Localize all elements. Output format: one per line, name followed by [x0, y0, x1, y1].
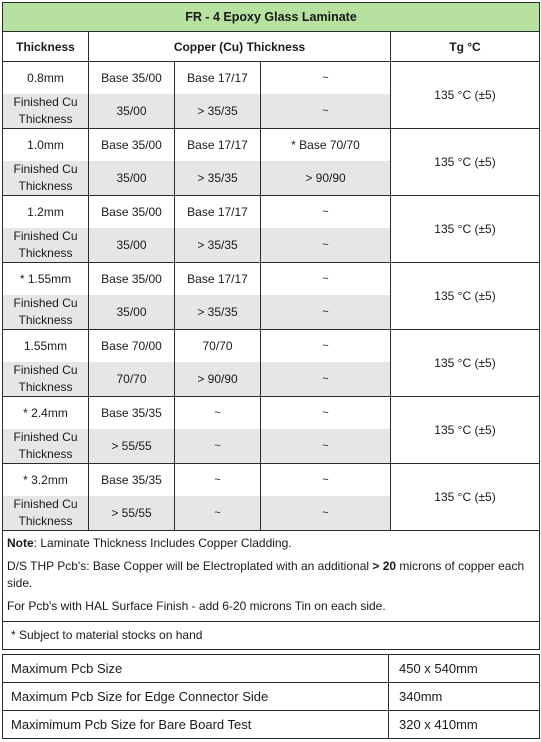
tg-value: 135 °C (±5): [391, 129, 540, 196]
size-row: [3, 711, 540, 739]
finished-cu-label: [3, 94, 89, 129]
row-base-5: [3, 397, 540, 430]
finished-copper-2: ~: [261, 228, 391, 263]
table-title: FR - 4 Epoxy Glass Laminate: [3, 3, 540, 32]
base-copper-0: Base 35/35: [89, 464, 175, 497]
header-tg: Tg °C: [391, 32, 540, 62]
thickness-value: 1.55mm: [3, 330, 89, 363]
finished-copper-1: ~: [175, 496, 261, 531]
finished-label-line2: Thickness: [18, 246, 73, 260]
note-ds-text-after: microns of copper each side.: [7, 559, 525, 590]
thickness-value: * 1.55mm: [3, 263, 89, 296]
size-value: 320 x 410mm: [389, 711, 540, 739]
row-base-6: [3, 464, 540, 497]
base-copper-2: ~: [261, 62, 391, 95]
size-row: [3, 683, 540, 711]
tg-value: 135 °C (±5): [391, 330, 540, 397]
note-hal: For Pcb's with HAL Surface Finish - add 6-20 microns Tin on each side.: [3, 595, 540, 622]
note-laminate: [3, 531, 540, 556]
finished-label-line2: Thickness: [18, 179, 73, 193]
base-copper-2: ~: [261, 196, 391, 229]
finished-cu-label: [3, 228, 89, 263]
size-table-container: [2, 654, 539, 739]
size-table: [2, 654, 540, 739]
size-label: Maximum Pcb Size: [3, 655, 389, 683]
finished-label-line2: Thickness: [18, 380, 73, 394]
base-copper-2: ~: [261, 263, 391, 296]
size-row: [3, 655, 540, 683]
base-copper-1: ~: [175, 464, 261, 497]
finished-cu-label: [3, 295, 89, 330]
finished-copper-2: ~: [261, 496, 391, 531]
finished-copper-2: ~: [261, 94, 391, 129]
note-ds-text: D/S THP Pcb's: Base Copper will be Electroplated with an additional: [7, 559, 373, 573]
row-base-4: [3, 330, 540, 363]
note-ds-thp: [3, 555, 540, 595]
base-copper-2: ~: [261, 330, 391, 363]
finished-label-line1: Finished Cu: [13, 229, 78, 243]
base-copper-1: ~: [175, 397, 261, 430]
finished-copper-1: > 35/35: [175, 161, 261, 196]
note-subject: * Subject to material stocks on hand: [3, 622, 540, 650]
laminate-rows: [3, 62, 540, 531]
finished-cu-label: [3, 496, 89, 531]
finished-label-line2: Thickness: [18, 447, 73, 461]
laminate-table: [2, 2, 540, 650]
size-label: Maximimum Pcb Size for Bare Board Test: [3, 711, 389, 739]
finished-copper-1: > 35/35: [175, 295, 261, 330]
finished-copper-1: > 35/35: [175, 228, 261, 263]
finished-copper-0: 35/00: [89, 228, 175, 263]
base-copper-1: 70/70: [175, 330, 261, 363]
finished-label-line1: Finished Cu: [13, 363, 78, 377]
base-copper-0: Base 35/00: [89, 263, 175, 296]
finished-copper-1: > 35/35: [175, 94, 261, 129]
tg-value: 135 °C (±5): [391, 62, 540, 129]
base-copper-0: Base 35/00: [89, 62, 175, 95]
row-base-2: [3, 196, 540, 229]
tg-value: 135 °C (±5): [391, 196, 540, 263]
base-copper-0: Base 35/35: [89, 397, 175, 430]
finished-label-line1: Finished Cu: [13, 95, 78, 109]
finished-copper-2: > 90/90: [261, 161, 391, 196]
base-copper-0: Base 35/00: [89, 196, 175, 229]
thickness-value: 1.2mm: [3, 196, 89, 229]
finished-cu-label: [3, 362, 89, 397]
row-base-0: [3, 62, 540, 95]
finished-label-line1: Finished Cu: [13, 497, 78, 511]
finished-label-line1: Finished Cu: [13, 430, 78, 444]
row-base-3: [3, 263, 540, 296]
tg-value: 135 °C (±5): [391, 397, 540, 464]
size-label: Maximum Pcb Size for Edge Connector Side: [3, 683, 389, 711]
base-copper-1: Base 17/17: [175, 62, 261, 95]
thickness-value: * 2.4mm: [3, 397, 89, 430]
finished-copper-0: > 55/55: [89, 496, 175, 531]
finished-label-line1: Finished Cu: [13, 296, 78, 310]
finished-copper-0: > 55/55: [89, 429, 175, 464]
size-value: 450 x 540mm: [389, 655, 540, 683]
finished-copper-0: 35/00: [89, 161, 175, 196]
base-copper-0: Base 35/00: [89, 129, 175, 162]
finished-label-line2: Thickness: [18, 112, 73, 126]
header-thickness: Thickness: [3, 32, 89, 62]
base-copper-1: Base 17/17: [175, 196, 261, 229]
finished-copper-2: ~: [261, 429, 391, 464]
base-copper-0: Base 70/00: [89, 330, 175, 363]
finished-label-line2: Thickness: [18, 514, 73, 528]
finished-copper-2: ~: [261, 362, 391, 397]
thickness-value: * 3.2mm: [3, 464, 89, 497]
finished-copper-1: ~: [175, 429, 261, 464]
tg-value: 135 °C (±5): [391, 464, 540, 531]
finished-label-line1: Finished Cu: [13, 162, 78, 176]
finished-copper-2: ~: [261, 295, 391, 330]
base-copper-1: Base 17/17: [175, 263, 261, 296]
note-text: : Laminate Thickness Includes Copper Cladding.: [33, 536, 292, 550]
finished-copper-1: > 90/90: [175, 362, 261, 397]
thickness-value: 1.0mm: [3, 129, 89, 162]
base-copper-1: Base 17/17: [175, 129, 261, 162]
base-copper-2: ~: [261, 397, 391, 430]
base-copper-2: * Base 70/70: [261, 129, 391, 162]
size-rows: [3, 655, 540, 739]
finished-label-line2: Thickness: [18, 313, 73, 327]
row-base-1: [3, 129, 540, 162]
header-copper: Copper (Cu) Thickness: [89, 32, 391, 62]
size-value: 340mm: [389, 683, 540, 711]
finished-cu-label: [3, 429, 89, 464]
note-ds-bold: > 20: [372, 559, 397, 573]
finished-copper-0: 70/70: [89, 362, 175, 397]
thickness-value: 0.8mm: [3, 62, 89, 95]
note-label: Note: [7, 536, 34, 550]
laminate-table-container: [2, 2, 539, 650]
base-copper-2: ~: [261, 464, 391, 497]
finished-copper-0: 35/00: [89, 94, 175, 129]
finished-copper-0: 35/00: [89, 295, 175, 330]
tg-value: 135 °C (±5): [391, 263, 540, 330]
finished-cu-label: [3, 161, 89, 196]
